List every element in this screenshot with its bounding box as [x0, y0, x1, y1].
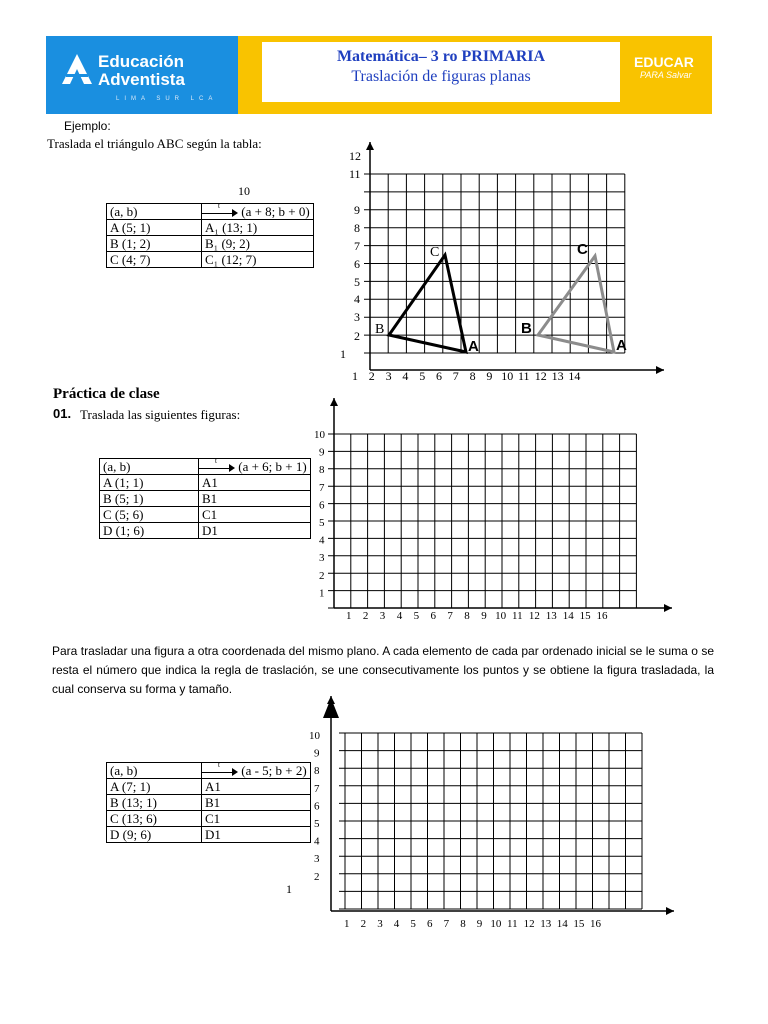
- x-tick-label: 1: [344, 918, 350, 930]
- y-tick-label: 12: [349, 149, 361, 163]
- table-cell: D1: [199, 523, 311, 539]
- rule-right: (a + 8; b + 0): [241, 204, 310, 219]
- y-tick-label: 3: [319, 552, 325, 565]
- x-tick-label: 7: [452, 369, 459, 383]
- x-tick-label: 2: [362, 610, 369, 622]
- table-cell: B₁ (9; 2): [202, 236, 314, 252]
- example-instruction: Traslada el triángulo ABC según la tabla:: [47, 136, 262, 151]
- y-tick-label: 9: [319, 446, 325, 459]
- table-cell: B (13; 1): [107, 795, 202, 811]
- table-cell: A (7; 1): [107, 779, 202, 795]
- x-tick-label: 4: [402, 369, 409, 383]
- y-tick-label: 10: [314, 429, 325, 441]
- vertex-label-c: C: [430, 245, 440, 260]
- x-tick-label: 10: [495, 610, 507, 622]
- x-tick-label: 1: [346, 610, 352, 622]
- x-tick-label: 8: [460, 918, 466, 930]
- educar-logo-sub: PARA Salvar: [640, 70, 692, 80]
- table-cell: C (5; 6): [100, 507, 199, 523]
- table-cell: A1: [202, 779, 311, 795]
- x-tick-label: 1: [352, 369, 358, 383]
- y-tick-label: 4: [354, 292, 360, 306]
- logo-line2: Adventista: [98, 70, 185, 89]
- table-cell: A (1; 1): [100, 475, 199, 491]
- y-tick-label: 11: [349, 167, 361, 181]
- y-tick-label: 8: [354, 221, 360, 235]
- y-tick-label: 3: [314, 853, 320, 866]
- x-tick-label: 8: [464, 610, 470, 622]
- y-axis-arrow-icon: [323, 698, 339, 718]
- x-tick-label: 15: [573, 918, 585, 930]
- educar-logo: EDUCAR: [634, 54, 694, 70]
- y-tick-label: 6: [354, 257, 360, 271]
- x-tick-label: 16: [596, 610, 608, 622]
- x-tick-label: 15: [579, 610, 591, 622]
- vertex-label-b: B: [375, 322, 385, 337]
- x-tick-label: 14: [556, 918, 568, 930]
- rule-left: (a, b): [107, 763, 202, 779]
- x-tick-label: 2: [368, 369, 375, 383]
- x-tick-label: 2: [360, 918, 367, 930]
- x-tick-label: 6: [430, 610, 436, 622]
- vertex-label-c1: C: [577, 241, 588, 258]
- x-tick-label: 14: [562, 610, 574, 622]
- x-tick-label: 5: [419, 369, 426, 383]
- x-tick-label: 11: [507, 918, 518, 930]
- stray-number: 1: [286, 882, 292, 896]
- y-tick-label: 2: [354, 329, 360, 343]
- y-tick-label: 9: [314, 747, 320, 760]
- logo-tagline: LIMA SUR LCA: [116, 96, 218, 102]
- table-cell: B (1; 2): [107, 236, 202, 252]
- vertex-label-b1: B: [521, 320, 532, 337]
- table-cell: B1: [202, 795, 311, 811]
- y-tick-label: 10: [309, 730, 320, 742]
- table-cell: C1: [199, 507, 311, 523]
- y-tick-label: 7: [314, 782, 320, 795]
- x-tick-label: 3: [385, 369, 392, 383]
- table-cell: A₁ (13; 1): [202, 220, 314, 236]
- x-tick-label: 4: [396, 610, 403, 622]
- x-tick-label: 4: [393, 918, 400, 930]
- exercise-instruction: Traslada las siguientes figuras:: [80, 407, 241, 422]
- x-tick-label: 13: [551, 369, 564, 383]
- x-tick-label: 5: [413, 610, 420, 622]
- rule-left: (a, b): [100, 459, 199, 475]
- table-cell: C₁ (12; 7): [202, 252, 314, 268]
- vertex-label-a1: A: [616, 337, 627, 354]
- y-tick-label: 5: [354, 275, 360, 289]
- stray-number: 10: [238, 184, 250, 198]
- rule-left: (a, b): [107, 204, 202, 220]
- table-cell: D (9; 6): [107, 827, 202, 843]
- rule-right: (a - 5; b + 2): [241, 763, 307, 778]
- x-tick-label: 12: [534, 369, 547, 383]
- page-title: Matemática– 3 ro PRIMARIA: [336, 48, 546, 65]
- y-tick-label: 9: [354, 203, 360, 217]
- example-label: Ejemplo:: [64, 119, 111, 133]
- vertex-label-a: A: [468, 338, 479, 355]
- x-tick-label: 11: [518, 369, 530, 383]
- y-tick-label: 6: [319, 499, 325, 512]
- x-tick-label: 6: [436, 369, 442, 383]
- y-tick-label: 1: [340, 347, 346, 361]
- x-tick-label: 8: [469, 369, 476, 383]
- x-tick-label: 7: [447, 610, 453, 622]
- table-cell: D (1; 6): [100, 523, 199, 539]
- x-tick-label: 10: [501, 369, 514, 383]
- x-tick-label: 6: [427, 918, 433, 930]
- y-tick-label: 5: [314, 818, 320, 830]
- x-tick-label: 12: [523, 918, 535, 930]
- table-cell: B (5; 1): [100, 491, 199, 507]
- page-subtitle: Traslación de figuras planas: [351, 68, 531, 85]
- x-tick-label: 14: [568, 369, 581, 383]
- table-cell: C (13; 6): [107, 811, 202, 827]
- table-cell: B1: [199, 491, 311, 507]
- table-cell: C (4; 7): [107, 252, 202, 268]
- y-tick-label: 3: [354, 310, 360, 324]
- x-tick-label: 9: [476, 918, 483, 930]
- y-tick-label: 4: [319, 534, 325, 547]
- table-cell: C1: [202, 811, 311, 827]
- x-tick-label: 5: [410, 918, 416, 930]
- y-tick-label: 8: [319, 464, 325, 477]
- logo-line1: Educación: [98, 52, 184, 71]
- x-tick-label: 16: [590, 918, 601, 930]
- x-tick-label: 13: [540, 918, 552, 930]
- x-tick-label: 10: [490, 918, 502, 930]
- x-tick-label: 3: [377, 918, 383, 930]
- rule-t: t: [218, 202, 220, 211]
- table-cell: D1: [202, 827, 311, 843]
- table-cell: A (5; 1): [107, 220, 202, 236]
- y-tick-label: 2: [319, 569, 325, 582]
- y-tick-label: 4: [314, 835, 320, 848]
- x-tick-label: 7: [443, 918, 450, 930]
- rule-t: t: [215, 457, 217, 466]
- x-axis-arrow-icon: [666, 907, 674, 915]
- rule-t: t: [218, 761, 220, 770]
- x-tick-label: 9: [486, 369, 493, 383]
- table-cell: A1: [199, 475, 311, 491]
- x-tick-label: 9: [481, 610, 487, 622]
- y-tick-label: 1: [319, 587, 325, 600]
- y-tick-label: 2: [314, 870, 320, 883]
- y-tick-label: 7: [319, 481, 325, 494]
- x-tick-label: 12: [528, 610, 540, 622]
- y-tick-label: 8: [314, 765, 320, 778]
- exercise-number: 01.: [53, 406, 72, 421]
- x-tick-label: 11: [512, 610, 523, 622]
- practice-title: Práctica de clase: [53, 386, 160, 402]
- x-tick-label: 13: [545, 610, 557, 622]
- y-tick-label: 6: [314, 800, 320, 813]
- y-tick-label: 7: [354, 239, 360, 253]
- y-tick-label: 5: [319, 517, 325, 529]
- explanation-paragraph: Para trasladar una figura a otra coordenada del mismo plano. A cada elemento de cada par ordenado inicial se le suma o se resta el número que indica la regla de traslación, se une consecutivamente los puntos y se obtiene la figura trasladada, la cual conserva su forma y tamaño.: [52, 644, 714, 696]
- rule-right: (a + 6; b + 1): [238, 459, 307, 474]
- x-tick-label: 3: [379, 610, 386, 622]
